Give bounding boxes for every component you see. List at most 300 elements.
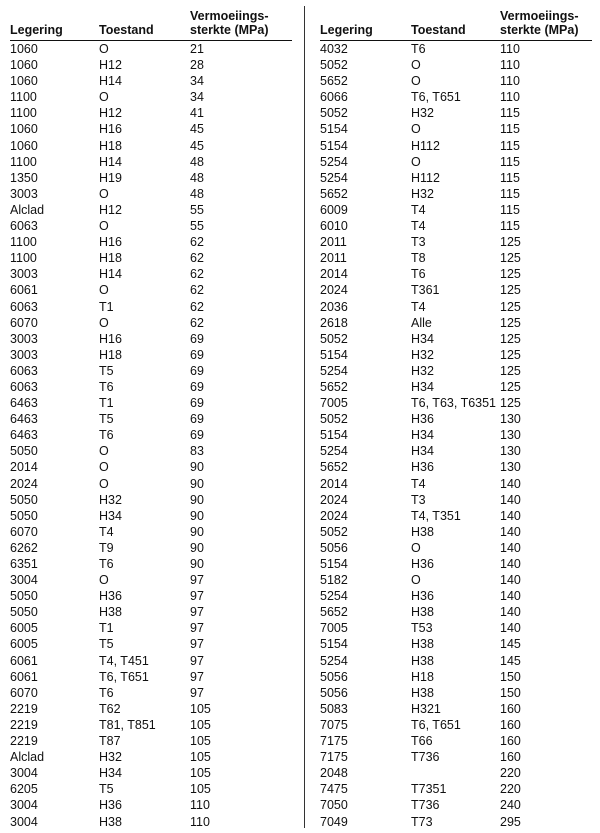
fatigue-strength-cell: 150 [500,669,521,684]
fatigue-strength-cell: 62 [190,251,204,266]
temper-cell: H14 [99,267,122,282]
fatigue-strength-cell: 125 [500,283,521,298]
temper-cell: H16 [99,235,122,250]
temper-cell: O [99,283,109,298]
alloy-cell: 7475 [320,782,348,797]
alloy-cell: 1060 [10,42,38,56]
alloy-cell: 1100 [10,106,37,121]
table-row [320,411,521,427]
alloy-cell: 5154 [320,138,348,153]
alloy-cell: 5254 [320,653,348,668]
fatigue-strength-cell: 62 [190,235,204,250]
temper-cell: O [411,122,421,137]
table-row [10,347,211,363]
temper-cell: H321 [411,701,441,716]
alloy-cell: 6070 [10,524,38,539]
table-row [10,234,211,250]
fatigue-strength-cell: 48 [190,154,204,169]
fatigue-header-line2: sterkte (MPa) [190,23,269,37]
temper-cell: T4 [411,219,426,234]
alloy-cell: 3004 [10,798,38,813]
fatigue-header-line1: Vermoeiings- [190,9,269,23]
fatigue-strength-cell: 34 [190,90,204,105]
table-row [320,250,521,266]
table-row [10,443,211,459]
temper-cell: H38 [411,605,434,620]
table-row [10,459,211,475]
temper-header: Toestand [411,23,466,37]
temper-cell: T1 [99,396,114,411]
right-data-table [320,41,521,830]
temper-cell: T6 [99,379,114,394]
fatigue-strength-cell: 48 [190,170,204,185]
alloy-cell: 5052 [320,412,348,427]
temper-cell: H36 [411,460,434,475]
temper-cell: O [99,476,109,491]
temper-cell: T73 [411,814,433,829]
temper-cell: T1 [99,299,114,314]
fatigue-strength-cell: 125 [500,379,521,394]
table-row [320,266,521,282]
table-row [10,202,211,218]
fatigue-strength-cell: 115 [500,186,520,201]
fatigue-strength-cell: 90 [190,508,204,523]
temper-cell: H19 [99,170,122,185]
table-row [10,476,211,492]
table-row [320,459,521,475]
temper-cell: T6, T651 [411,717,461,732]
temper-cell: H34 [99,766,122,781]
left-table-column [10,6,292,830]
table-row [320,299,521,315]
temper-cell: T6 [411,267,426,282]
alloy-cell: 1350 [10,170,38,185]
fatigue-strength-cell: 90 [190,524,204,539]
alloy-cell: 6010 [320,219,348,234]
temper-cell: T5 [99,637,114,652]
table-row [320,154,521,170]
table-row [320,749,521,765]
fatigue-strength-cell: 110 [500,42,520,56]
fatigue-strength-cell: 140 [500,621,521,636]
fatigue-strength-cell: 130 [500,444,521,459]
temper-cell: H12 [99,106,122,121]
alloy-cell: 3004 [10,573,38,588]
fatigue-strength-cell: 160 [500,717,521,732]
temper-cell: O [411,540,421,555]
temper-cell: T8 [411,251,426,266]
temper-cell: T4 [411,299,426,314]
fatigue-strength-cell: 115 [500,122,520,137]
alloy-cell: 5652 [320,379,348,394]
fatigue-strength-cell: 125 [500,299,521,314]
temper-cell: O [411,58,421,73]
fatigue-strength-cell: 97 [190,669,204,684]
alloy-cell: 6061 [10,653,38,668]
alloy-cell: 6005 [10,621,38,636]
fatigue-strength-cell: 97 [190,605,204,620]
alloy-cell: 5154 [320,637,348,652]
fatigue-strength-cell: 130 [500,460,521,475]
temper-cell: H32 [99,750,122,765]
alloy-cell: 6262 [10,540,38,555]
fatigue-strength-cell: 97 [190,573,204,588]
fatigue-strength-cell: 115 [500,154,520,169]
fatigue-strength-cell: 105 [190,750,211,765]
temper-cell: H38 [411,685,434,700]
alloy-cell: 6063 [10,363,38,378]
temper-cell: T3 [411,492,426,507]
table-row [320,669,521,685]
temper-cell: T9 [99,540,114,555]
temper-cell: H16 [99,122,122,137]
temper-cell: H12 [99,58,122,73]
temper-cell: O [99,444,109,459]
temper-cell: H36 [411,589,434,604]
table-row [10,572,211,588]
alloy-cell: 2036 [320,299,348,314]
temper-cell: T4, T451 [99,653,149,668]
temper-cell: O [99,573,109,588]
fatigue-strength-cell: 145 [500,653,521,668]
fatigue-header-line2: sterkte (MPa) [500,23,579,37]
temper-cell: H112 [411,170,440,185]
temper-cell: Alle [411,315,432,330]
table-row [10,138,211,154]
table-row [320,89,521,105]
fatigue-strength-cell: 130 [500,428,521,443]
fatigue-strength-cell: 105 [190,766,211,781]
fatigue-strength-cell: 62 [190,283,204,298]
fatigue-strength-cell: 62 [190,299,204,314]
table-row [10,73,211,89]
alloy-cell: 7175 [320,734,348,749]
alloy-cell: 3004 [10,766,38,781]
table-row [320,121,521,137]
alloy-cell: 3003 [10,267,38,282]
table-row [10,717,211,733]
table-row [10,540,211,556]
fatigue-strength-cell: 115 [500,219,520,234]
temper-cell: O [411,154,421,169]
fatigue-strength-cell: 115 [500,106,520,121]
fatigue-strength-cell: 105 [190,717,211,732]
table-row [10,492,211,508]
table-row [10,331,211,347]
table-row [320,620,521,636]
table-row [10,170,211,186]
temper-cell: T736 [411,798,440,813]
table-row [10,41,211,57]
fatigue-strength-cell: 48 [190,186,204,201]
temper-cell: T87 [99,734,121,749]
fatigue-strength-cell: 115 [500,202,520,217]
fatigue-strength-cell: 69 [190,347,204,362]
alloy-cell: 5056 [320,669,348,684]
table-row [320,492,521,508]
alloy-cell: 7175 [320,750,348,765]
temper-cell: T4 [411,202,426,217]
temper-cell: H38 [411,524,434,539]
temper-cell: T6 [99,685,114,700]
alloy-cell: 6066 [320,90,348,105]
alloy-cell: 1060 [10,74,38,89]
table-row [10,781,211,797]
fatigue-strength-cell: 115 [500,170,520,185]
alloy-cell: 5652 [320,186,348,201]
fatigue-strength-cell: 140 [500,524,521,539]
table-row [320,572,521,588]
temper-cell: H32 [411,363,434,378]
alloy-cell: 5050 [10,508,38,523]
alloy-cell: 5254 [320,363,348,378]
table-row [320,379,521,395]
alloy-cell: 6005 [10,637,38,652]
fatigue-strength-cell: 90 [190,557,204,571]
alloy-cell: 4032 [320,42,348,56]
fatigue-strength-cell: 220 [500,766,521,781]
alloy-cell: 5050 [10,492,38,507]
table-row [10,57,211,73]
temper-cell: T6, T651 [411,90,461,105]
fatigue-strength-cell: 90 [190,460,204,475]
alloy-cell: Alclad [10,750,45,765]
alloy-cell: 5254 [320,444,348,459]
table-row [320,57,521,73]
alloy-cell: 5254 [320,154,348,169]
fatigue-strength-cell: 140 [500,540,521,555]
temper-cell: H14 [99,74,122,89]
alloy-cell: 2011 [320,235,347,250]
table-row [10,685,211,701]
table-row [10,604,211,620]
fatigue-strength-cell: 125 [500,396,521,411]
alloy-cell: 2618 [320,315,348,330]
alloy-cell: 1100 [10,154,37,169]
temper-cell: O [99,460,109,475]
fatigue-strength-cell: 140 [500,476,521,491]
temper-cell: T6, T63, T6351 [411,396,497,411]
table-row [10,427,211,443]
temper-cell [411,765,500,781]
fatigue-strength-cell: 97 [190,637,204,652]
fatigue-strength-cell: 69 [190,412,204,427]
table-row [10,508,211,524]
table-row [320,186,521,202]
temper-cell: H36 [99,589,122,604]
temper-cell: H34 [411,331,434,346]
fatigue-strength-cell: 55 [190,202,204,217]
temper-cell: T736 [411,750,440,765]
table-row [320,556,521,572]
temper-cell: T66 [411,734,433,749]
table-row [320,733,521,749]
temper-cell: T4 [411,476,426,491]
table-row [10,315,211,331]
table-row [10,282,211,298]
left-data-table [10,41,211,830]
alloy-cell: 3003 [10,331,38,346]
table-row [320,653,521,669]
table-row [10,814,211,830]
table-row [320,73,521,89]
right-table-header [320,6,592,41]
fatigue-strength-cell: 160 [500,701,521,716]
fatigue-strength-cell: 125 [500,347,521,362]
temper-cell: T62 [99,701,121,716]
table-row [10,653,211,669]
table-row [10,733,211,749]
fatigue-strength-cell: 83 [190,444,204,459]
temper-cell: H16 [99,331,122,346]
fatigue-header-line1: Vermoeiings- [500,9,579,23]
alloy-cell: 1060 [10,122,38,137]
alloy-cell: 1100 [10,235,37,250]
table-row [10,154,211,170]
alloy-cell: 5056 [320,685,348,700]
alloy-cell: 5154 [320,557,348,571]
table-row [320,138,521,154]
fatigue-strength-cell: 41 [190,106,204,121]
fatigue-strength-cell: 160 [500,750,521,765]
table-row [10,89,211,105]
temper-cell: T6 [99,428,114,443]
fatigue-strength-cell: 110 [500,90,520,105]
temper-cell: H18 [99,138,122,153]
alloy-cell: 6205 [10,782,38,797]
table-row [10,749,211,765]
right-table-column [320,6,592,830]
alloy-cell: 7005 [320,621,348,636]
fatigue-strength-cell: 34 [190,74,204,89]
alloy-cell: 2014 [10,460,38,475]
temper-cell: H18 [411,669,434,684]
alloy-cell: 1100 [10,90,37,105]
fatigue-strength-cell: 240 [500,798,521,813]
fatigue-strength-cell: 69 [190,428,204,443]
alloy-cell: 6070 [10,315,38,330]
table-row [320,443,521,459]
temper-cell: H36 [411,412,434,427]
table-row [320,540,521,556]
fatigue-strength-cell: 90 [190,492,204,507]
temper-cell: H34 [411,379,434,394]
fatigue-strength-cell: 140 [500,492,521,507]
fatigue-strength-cell: 220 [500,782,521,797]
table-row [10,186,211,202]
alloy-cell: 5052 [320,58,348,73]
temper-cell: O [411,74,421,89]
alloy-cell: 5154 [320,428,348,443]
table-row [10,556,211,572]
table-row [320,331,521,347]
fatigue-strength-cell: 125 [500,363,521,378]
alloy-cell: 2219 [10,734,38,749]
table-row [320,315,521,331]
alloy-cell: 6063 [10,219,38,234]
temper-cell: H112 [411,138,440,153]
alloy-cell: 5056 [320,540,348,555]
fatigue-strength-cell: 97 [190,621,204,636]
alloy-cell: 5652 [320,605,348,620]
table-row [10,218,211,234]
alloy-cell: 5254 [320,589,348,604]
fatigue-strength-cell: 130 [500,412,521,427]
left-table-header [10,6,292,41]
fatigue-strength-cell: 62 [190,267,204,282]
temper-cell: H36 [411,557,434,571]
alloy-cell: 6063 [10,299,38,314]
fatigue-strength-cell: 110 [500,74,520,89]
temper-cell: T6 [411,42,426,56]
temper-cell: T5 [99,412,114,427]
fatigue-strength-cell: 145 [500,637,521,652]
temper-cell: T7351 [411,782,447,797]
temper-cell: T81, T851 [99,717,156,732]
fatigue-strength-cell: 28 [190,58,204,73]
alloy-cell: 5052 [320,524,348,539]
temper-cell: T6, T651 [99,669,149,684]
fatigue-strength-cell: 97 [190,685,204,700]
alloy-cell: 6070 [10,685,38,700]
alloy-cell: 6061 [10,283,38,298]
fatigue-strength-cell: 140 [500,557,521,571]
table-row [10,299,211,315]
alloy-cell: 6463 [10,396,38,411]
table-row [10,588,211,604]
table-row [320,282,521,298]
fatigue-strength-cell: 69 [190,331,204,346]
temper-cell: H18 [99,251,122,266]
temper-cell: T3 [411,235,426,250]
fatigue-strength-cell: 45 [190,138,204,153]
alloy-cell: 5254 [320,170,348,185]
fatigue-strength-cell: 160 [500,734,521,749]
temper-cell: H32 [411,106,434,121]
table-row [320,41,521,57]
alloy-cell: 5050 [10,444,38,459]
alloy-cell: 5182 [320,573,348,588]
fatigue-strength-cell: 110 [190,814,210,829]
temper-cell: T6 [99,557,114,571]
temper-cell: H34 [99,508,122,523]
alloy-cell: 5154 [320,122,348,137]
fatigue-strength-header [190,9,269,37]
temper-header: Toestand [99,23,154,37]
alloy-cell: 6063 [10,379,38,394]
fatigue-strength-cell: 69 [190,396,204,411]
table-row [10,524,211,540]
table-row [320,202,521,218]
alloy-cell: 2024 [320,508,348,523]
table-row [320,170,521,186]
alloy-cell: 5652 [320,460,348,475]
alloy-cell: 1060 [10,138,38,153]
fatigue-strength-cell: 140 [500,589,521,604]
fatigue-strength-cell: 97 [190,589,204,604]
table-row [10,250,211,266]
fatigue-strength-cell: 125 [500,267,521,282]
fatigue-strength-cell: 45 [190,122,204,137]
fatigue-strength-cell: 140 [500,573,521,588]
fatigue-strength-cell: 125 [500,315,521,330]
alloy-header: Legering [10,23,63,37]
alloy-cell: 5050 [10,589,38,604]
alloy-cell: 2011 [320,251,347,266]
table-row [320,717,521,733]
table-row [320,427,521,443]
table-row [320,508,521,524]
